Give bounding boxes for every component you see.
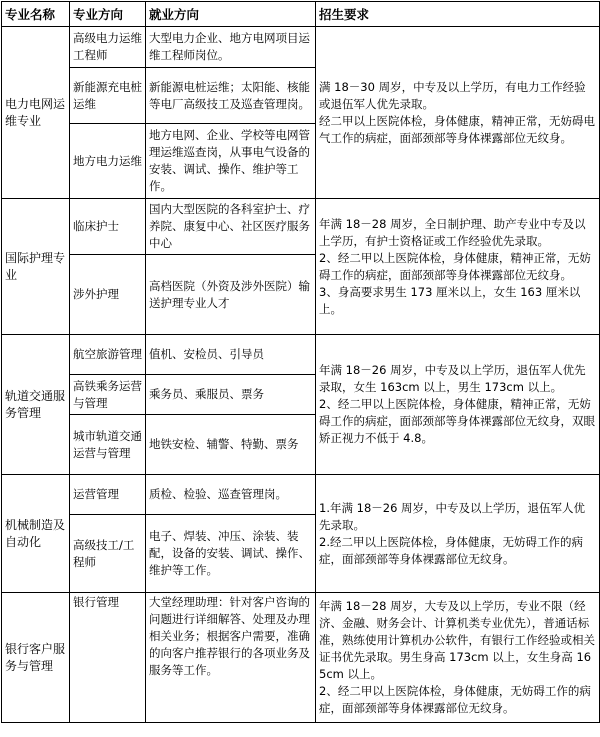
table-row	[2, 27, 600, 68]
requirement-line: 年满 18－26 周岁，中专及以上学历，退伍军人优先录取，女生 163cm 以上，男生 173cm 以上。	[319, 363, 586, 394]
employment-cell: 地方电网、企业、学校等电网管理运维巡查岗，从事电气设备的安装、调试、操作、维护等工作。	[146, 124, 316, 199]
direction-cell: 高铁乘务运营与管理	[70, 375, 146, 415]
employment-cell: 电子、焊装、冲压、涂装、装配，设备的安装、调试、操作、维护等工作。	[146, 515, 316, 593]
employment-cell: 国内大型医院的各科室护士、疗养院、康复中心、社区医疗服务中心	[146, 199, 316, 255]
direction-cell: 运营管理	[70, 475, 146, 515]
direction-cell: 高级技工/工程师	[70, 515, 146, 593]
table-row	[2, 335, 600, 375]
header-employment: 就业方向	[146, 2, 316, 27]
employment-cell: 高档医院（外资及涉外医院）输送护理专业人才	[146, 255, 316, 335]
direction-cell: 航空旅游管理	[70, 335, 146, 375]
requirements-cell	[316, 593, 600, 723]
requirement-line: 2、经二甲以上医院体检，身体健康，精神正常，无妨碍工作的病症，面部颈部等身体裸露部位无纹身，双眼矫正视力不低于 4.8。	[319, 397, 595, 445]
direction-cell: 地方电力运维	[70, 124, 146, 199]
requirement-line: 2、经二甲以上医院体检，身体健康，精神正常，无妨碍工作的病症，面部颈部等身体裸露部位无纹身。	[319, 250, 591, 282]
employment-cell: 质检、检验、巡查管理岗。	[146, 475, 316, 515]
direction-cell: 银行管理	[70, 593, 146, 723]
major-name: 机械制造及自动化	[2, 475, 70, 593]
table-row	[2, 199, 600, 255]
requirement-line: 3、身高要求男生 173 厘米以上，女生 163 厘米以上。	[319, 284, 581, 316]
enrollment-table	[1, 1, 600, 723]
header-direction: 专业方向	[70, 2, 146, 27]
requirement-line: 满 18－30 周岁，中专及以上学历，有电力工作经验或退伍军人优先录取。	[319, 79, 586, 111]
major-name: 国际护理专业	[2, 199, 70, 335]
direction-cell: 涉外护理	[70, 255, 146, 335]
employment-cell: 乘务员、乘服员、票务	[146, 375, 316, 415]
direction-cell: 临床护士	[70, 199, 146, 255]
direction-cell: 城市轨道交通运营与管理	[70, 415, 146, 475]
direction-cell: 高级电力运维工程师	[70, 27, 146, 68]
requirement-line: 年满 18－28 周岁，大专及以上学历，专业不限（经济、金融、财务会计、计算机类专业优先），普通话标准，熟练使用计算机办公软件，有银行工作经验或相关证书优先录取。男生身高 173cm 以上，女生身高 165cm 以上。	[319, 599, 595, 681]
requirements-cell	[316, 199, 600, 335]
employment-cell: 新能源电桩运维；太阳能、核能等电厂高级技工及巡查管理岗。	[146, 68, 316, 124]
header-requirements: 招生要求	[316, 2, 600, 27]
employment-cell: 大型电力企业、地方电网项目运维工程师岗位。	[146, 27, 316, 68]
major-name: 电力电网运维专业	[2, 27, 70, 199]
table-row	[2, 475, 600, 515]
employment-cell: 大堂经理助理：针对客户咨询的问题进行详细解答、处理及办理相关业务；根据客户需要，准确的向客户推荐银行的各项业务及服务等工作。	[146, 593, 316, 723]
table-row	[2, 593, 600, 723]
direction-cell: 新能源充电桩运维	[70, 68, 146, 124]
employment-cell: 值机、安检员、引导员	[146, 335, 316, 375]
requirements-cell	[316, 335, 600, 475]
requirement-line: 2.经二甲以上医院体检，身体健康，无妨碍工作的病症，面部颈部等身体裸露部位无纹身。	[319, 534, 583, 566]
major-name: 轨道交通服务管理	[2, 335, 70, 475]
employment-cell: 地铁安检、辅警、特勤、票务	[146, 415, 316, 475]
requirements-cell	[316, 475, 600, 593]
header-row	[2, 2, 600, 27]
requirement-line: 年满 18－28 周岁，全日制护理、助产专业中专及以上学历，有护士资格证或工作经验优先录取。	[319, 216, 586, 248]
requirement-line: 经二甲以上医院体检，身体健康，精神正常，无妨碍电气工作的病症，面部颈部等身体裸露部位无纹身。	[319, 113, 595, 145]
requirements-cell	[316, 27, 600, 199]
requirement-line: 2、经二甲以上医院体检，身体健康，无妨碍工作的病症，面部颈部等身体裸露部位无纹身。	[319, 684, 591, 715]
header-major: 专业名称	[2, 2, 70, 27]
requirement-line: 1.年满 18－26 周岁，中专及以上学历，退伍军人优先录取。	[319, 500, 586, 532]
major-name: 银行客户服务与管理	[2, 593, 70, 723]
